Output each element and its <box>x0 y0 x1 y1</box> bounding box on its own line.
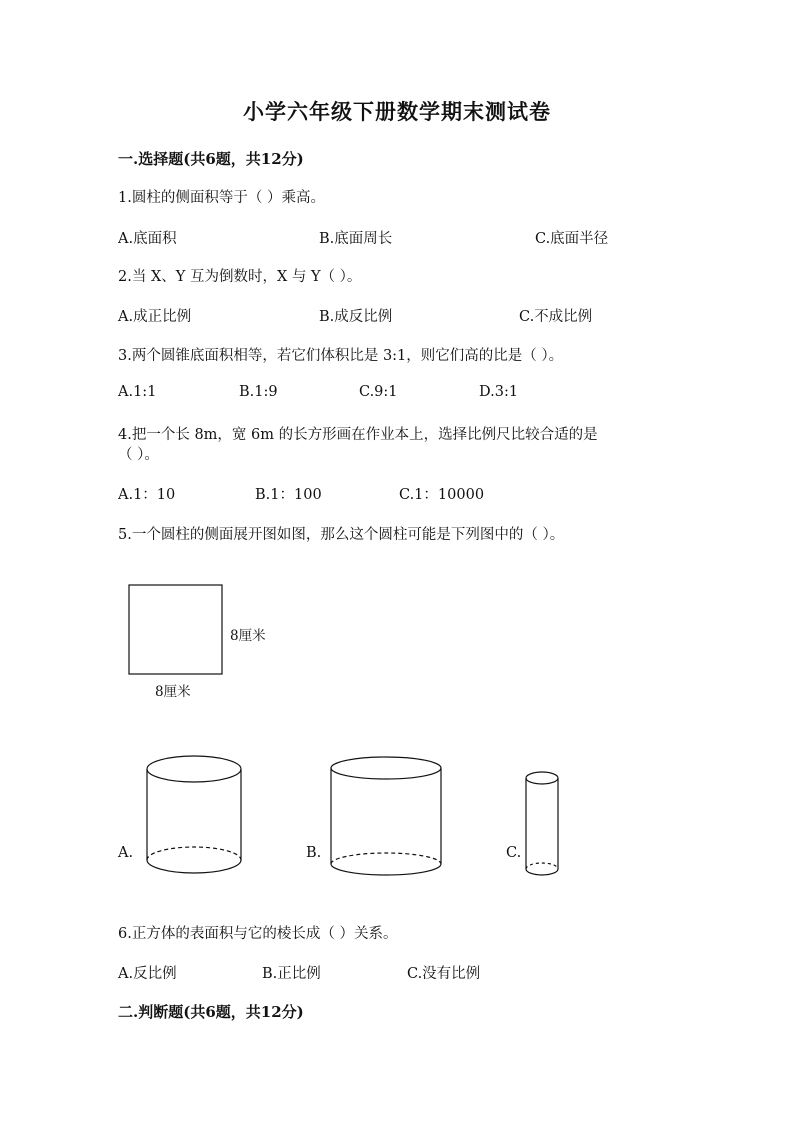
q6-option-a: A.反比例 <box>118 966 177 982</box>
q4-option-b: B.1：100 <box>255 487 322 503</box>
section-heading-choice: 一.选择题(共6题，共12分) <box>118 150 304 168</box>
cylinder-c <box>526 772 558 875</box>
page-title: 小学六年级下册数学期末测试卷 <box>243 99 551 124</box>
q5-option-b: B. <box>306 845 322 861</box>
question-5: 5.一个圆柱的侧面展开图如图，那么这个圆柱可能是下列图中的（ ）。 <box>118 527 565 543</box>
q3-option-d: D.3:1 <box>479 384 519 400</box>
question-4: 4.把一个长 8m，宽 6m 的长方形画在作业本上，选择比例尺比较合适的是 <box>118 427 598 443</box>
q2-option-c: C.不成比例 <box>519 309 593 325</box>
section-heading-judgement: 二.判断题(共6题，共12分) <box>118 1003 304 1021</box>
square-side-label: 8厘米 <box>230 628 266 644</box>
question-6: 6.正方体的表面积与它的棱长成（ ）关系。 <box>118 926 398 942</box>
question-3: 3.两个圆锥底面积相等，若它们体积比是 3:1，则它们高的比是（ ）。 <box>118 348 564 364</box>
question-4-continued: （ ）。 <box>118 447 159 463</box>
q6-option-b: B.正比例 <box>262 966 321 982</box>
unfolded-square <box>129 585 222 674</box>
q1-option-a: A.底面积 <box>118 231 177 247</box>
q1-option-c: C.底面半径 <box>535 231 609 247</box>
q4-option-c: C.1：10000 <box>399 487 485 503</box>
question-2: 2.当 X、Y 互为倒数时，X 与 Y（ ）。 <box>118 269 362 285</box>
cylinder-a <box>147 756 241 873</box>
q6-option-c: C.没有比例 <box>407 966 481 982</box>
q3-option-b: B.1:9 <box>239 384 278 400</box>
square-bottom-label: 8厘米 <box>155 684 191 700</box>
q5-option-c: C. <box>506 845 522 861</box>
q3-option-a: A.1:1 <box>118 384 157 400</box>
q2-option-a: A.成正比例 <box>118 309 192 325</box>
question-1: 1.圆柱的侧面积等于（ ）乘高。 <box>118 190 325 206</box>
q2-option-b: B.成反比例 <box>319 309 393 325</box>
q3-option-c: C.9:1 <box>359 384 398 400</box>
cylinder-b <box>331 757 441 875</box>
q5-option-a: A. <box>118 845 134 861</box>
q1-option-b: B.底面周长 <box>319 231 393 247</box>
q4-option-a: A.1：10 <box>118 487 176 503</box>
